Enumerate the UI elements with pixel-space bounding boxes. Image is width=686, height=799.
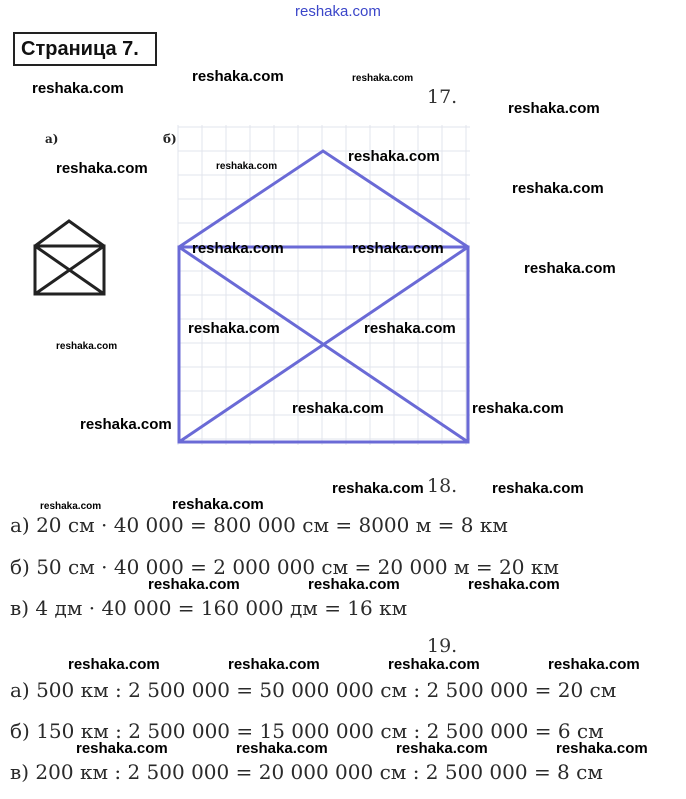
problem-17-number: 17.	[427, 86, 458, 108]
problem-17-label-b: б)	[163, 132, 177, 146]
watermark[interactable]: reshaka.com	[56, 160, 148, 177]
watermark[interactable]: reshaka.com	[56, 341, 118, 352]
watermark[interactable]: reshaka.com	[396, 740, 488, 757]
watermark[interactable]: reshaka.com	[508, 100, 600, 117]
watermark[interactable]: reshaka.com	[468, 576, 560, 593]
problem-18-line-b: б) 50 см · 40 000 = 2 000 000 см = 20 000 м = 20 км	[10, 555, 559, 579]
watermark[interactable]: reshaka.com	[192, 68, 284, 85]
watermark-top[interactable]: reshaka.com	[295, 3, 381, 20]
watermark[interactable]: reshaka.com	[388, 656, 480, 673]
watermark[interactable]: reshaka.com	[332, 480, 424, 497]
small-envelope-drawing	[35, 221, 104, 294]
problem-19-line-c: в) 200 км : 2 500 000 = 20 000 000 см : 2 500 000 = 8 см	[10, 760, 603, 784]
page-title: Страница 7.	[13, 32, 157, 66]
problem-17-label-a: а)	[45, 132, 59, 146]
watermark[interactable]: reshaka.com	[40, 501, 102, 512]
watermark[interactable]: reshaka.com	[236, 740, 328, 757]
problem-18-line-c: в) 4 дм · 40 000 = 160 000 дм = 16 км	[10, 596, 408, 620]
watermark[interactable]: reshaka.com	[188, 320, 280, 337]
problem-19-number: 19.	[427, 635, 458, 657]
watermark[interactable]: reshaka.com	[352, 73, 414, 84]
grid-background	[178, 125, 470, 445]
problem-19-line-b: б) 150 км : 2 500 000 = 15 000 000 см : 2 500 000 = 6 см	[10, 719, 604, 743]
watermark[interactable]: reshaka.com	[216, 161, 278, 172]
watermark[interactable]: reshaka.com	[524, 260, 616, 277]
large-envelope-drawing	[179, 151, 468, 442]
watermark[interactable]: reshaka.com	[80, 416, 172, 433]
watermark[interactable]: reshaka.com	[148, 576, 240, 593]
watermark[interactable]: reshaka.com	[364, 320, 456, 337]
watermark[interactable]: reshaka.com	[556, 740, 648, 757]
watermark[interactable]: reshaka.com	[352, 240, 444, 257]
watermark[interactable]: reshaka.com	[308, 576, 400, 593]
watermark[interactable]: reshaka.com	[548, 656, 640, 673]
watermark[interactable]: reshaka.com	[192, 240, 284, 257]
watermark[interactable]: reshaka.com	[172, 496, 264, 513]
watermark[interactable]: reshaka.com	[492, 480, 584, 497]
problem-19-line-a: а) 500 км : 2 500 000 = 50 000 000 см : 2 500 000 = 20 см	[10, 678, 617, 702]
problem-18-line-a: а) 20 см · 40 000 = 800 000 см = 8000 м = 8 км	[10, 513, 508, 537]
watermark[interactable]: reshaka.com	[228, 656, 320, 673]
problem-18-number: 18.	[427, 475, 458, 497]
watermark[interactable]: reshaka.com	[292, 400, 384, 417]
watermark[interactable]: reshaka.com	[512, 180, 604, 197]
watermark[interactable]: reshaka.com	[348, 148, 440, 165]
watermark[interactable]: reshaka.com	[32, 80, 124, 97]
watermark[interactable]: reshaka.com	[76, 740, 168, 757]
watermark[interactable]: reshaka.com	[68, 656, 160, 673]
watermark[interactable]: reshaka.com	[472, 400, 564, 417]
